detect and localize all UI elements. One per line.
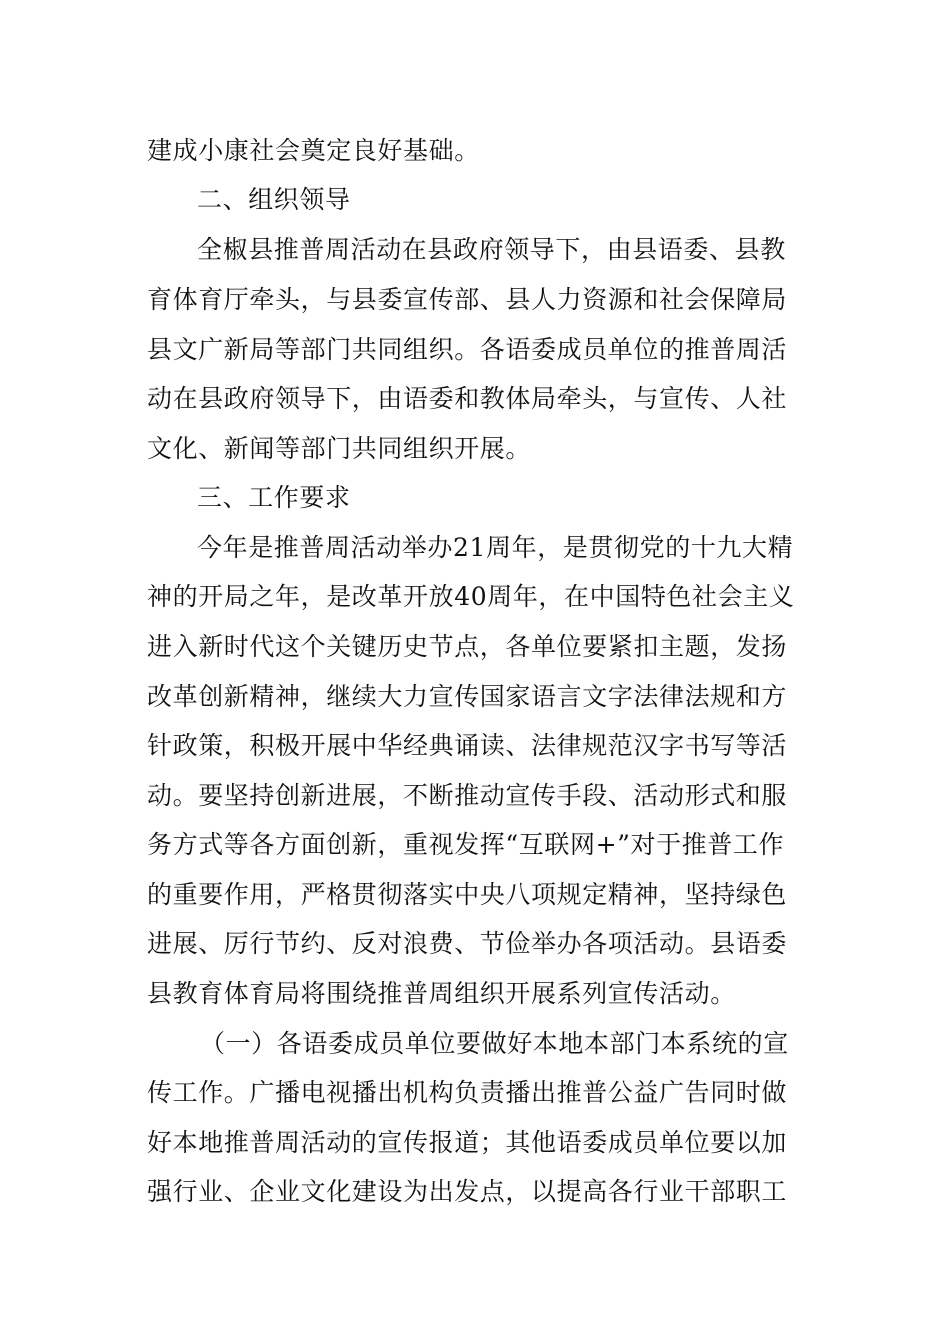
paragraph-line: 强行业、企业文化建设为出发点，以提高各行业干部职工	[147, 1177, 788, 1206]
paragraph-line: 神的开局之年，是改革开放40周年，在中国特色社会主义	[147, 582, 795, 611]
paragraph-line: 文化、新闻等部门共同组织开展。	[147, 434, 532, 463]
paragraph-line: 进展、厉行节约、反对浪费、节俭举办各项活动。县语委	[147, 929, 788, 958]
paragraph-line: 县文广新局等部门共同组织。各语委成员单位的推普周活	[147, 335, 788, 364]
paragraph-line: 动在县政府领导下，由语委和教体局牵头，与宣传、人社	[147, 384, 788, 413]
subsection-paragraph-line: （一）各语委成员单位要做好本地本部门本系统的宣	[200, 1029, 789, 1058]
paragraph-line: 改革创新精神，继续大力宣传国家语言文字法律法规和方	[147, 682, 788, 711]
paragraph-line: 务方式等各方面创新，重视发挥“互联网+”对于推普工作	[147, 830, 785, 859]
paragraph-line: 好本地推普周活动的宣传报道；其他语委成员单位要以加	[147, 1128, 788, 1157]
paragraph-line: 传工作。广播电视播出机构负责播出推普公益广告同时做	[147, 1078, 788, 1107]
paragraph-line: 育体育厅牵头，与县委宣传部、县人力资源和社会保障局	[147, 285, 788, 314]
paragraph-line: 今年是推普周活动举办21周年，是贯彻党的十九大精	[197, 533, 794, 562]
paragraph-continuation: 建成小康社会奠定良好基础。	[147, 136, 480, 165]
section-heading-organization: 二、组织领导	[197, 185, 351, 214]
paragraph-line: 全椒县推普周活动在县政府领导下，由县语委、县教	[197, 235, 786, 264]
section-heading-requirements: 三、工作要求	[197, 483, 351, 512]
paragraph-line: 的重要作用，严格贯彻落实中央八项规定精神，坚持绿色	[147, 880, 788, 909]
paragraph-line: 针政策，积极开展中华经典诵读、法律规范汉字书写等活	[147, 731, 788, 760]
paragraph-line: 县教育体育局将围绕推普周组织开展系列宣传活动。	[147, 979, 736, 1008]
paragraph-line: 进入新时代这个关键历史节点，各单位要紧扣主题，发扬	[147, 632, 788, 661]
paragraph-line: 动。要坚持创新进展，不断推动宣传手段、活动形式和服	[147, 781, 788, 810]
